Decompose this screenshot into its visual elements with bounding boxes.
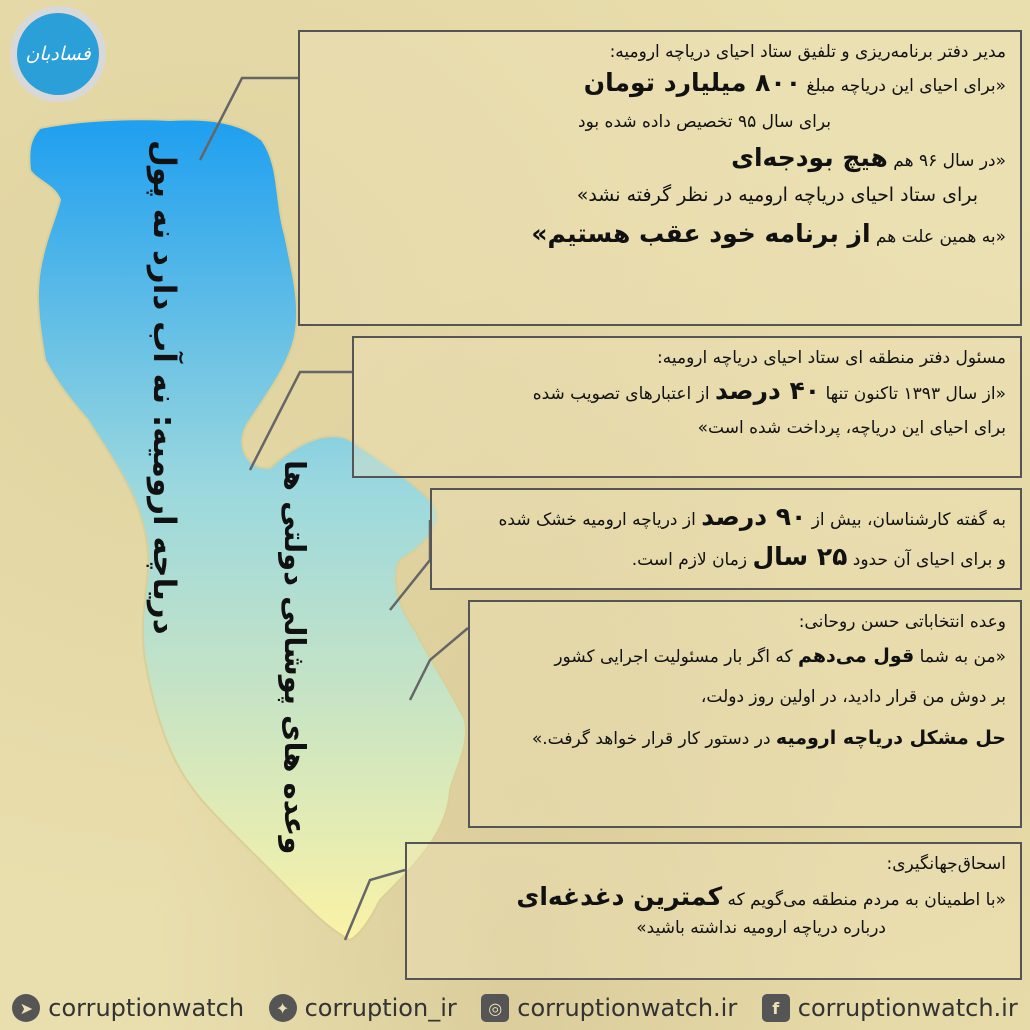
quote-line: و برای احیای آن حدود ۲۵ سال زمان لازم است.	[631, 541, 1006, 571]
speaker-label: مدیر دفتر برنامه‌ریزی و تلفیق ستاد احیای دریاچه ارومیه:	[609, 42, 1006, 62]
logo-mark: فسادبان	[17, 13, 99, 95]
highlight: ۸۰۰ میلیارد تومان	[583, 68, 801, 97]
quote-line: «به همین علت هم از برنامه خود عقب هستیم»	[531, 219, 1006, 248]
speaker-label: وعده انتخاباتی حسن روحانی:	[798, 612, 1006, 632]
highlight: قول می‌دهم	[797, 645, 915, 667]
quote-box-jahangiri	[405, 842, 1022, 980]
footer-label: corruptionwatch.ir	[517, 994, 738, 1022]
telegram-icon: ➤	[12, 994, 40, 1022]
highlight: از برنامه خود عقب هستیم»	[531, 219, 871, 248]
quote-box-rouhani	[468, 600, 1022, 828]
highlight: هیچ بودجه‌ای	[731, 143, 888, 172]
instagram-icon: ◎	[481, 994, 509, 1022]
quote-line: بر دوش من قرار دادید، در اولین روز دولت،	[700, 686, 1006, 707]
quote-line: «از سال ۱۳۹۳ تاکنون تنها ۴۰ درصد از اعتبارهای تصویب شده	[532, 376, 1006, 405]
highlight: حل مشکل دریاچه ارومیه	[775, 727, 1006, 749]
footer-label: corruptionwatch	[48, 994, 245, 1022]
quote-line: «من به شما قول می‌دهم که اگر بار مسئولیت اجرایی کشور	[554, 645, 1006, 667]
quote-line: برای ستاد احیای دریاچه ارومیه در نظر گرفته نشد»	[576, 183, 978, 206]
highlight: کمترین دغدغه‌ای	[516, 882, 723, 911]
map-title-sub: وعده های پوشالی دولتی ها	[278, 460, 312, 855]
speaker-label: اسحاق‌جهانگیری:	[886, 854, 1006, 874]
twitter-icon: ✦	[269, 994, 297, 1022]
quote-line: به گفته کارشناسان، بیش از ۹۰ درصد از دریاچه ارومیه خشک شده	[498, 502, 1006, 531]
quote-line: حل مشکل دریاچه ارومیه در دستور کار قرار خواهد گرفت.»	[531, 727, 1006, 749]
quote-box-regional-office	[352, 336, 1022, 478]
quote-line: درباره دریاچه ارومیه نداشته باشید»	[636, 917, 886, 938]
quote-line: «با اطمینان به مردم منطقه می‌گویم که کمترین دغدغه‌ای	[516, 882, 1006, 911]
footer-social-bar	[0, 986, 1030, 1030]
footer-facebook[interactable]	[762, 994, 1018, 1022]
map-title-main: دریاچه ارومیه: نه آب دارد نه پول	[146, 140, 182, 635]
highlight: ۹۰ درصد	[701, 502, 807, 531]
quote-line: «برای احیای این دریاچه مبلغ ۸۰۰ میلیارد تومان	[583, 68, 1006, 97]
quote-box-budget-office	[298, 30, 1022, 326]
speaker-label: مسئول دفتر منطقه ای ستاد احیای دریاچه ارومیه:	[657, 348, 1006, 368]
highlight: ۲۵ سال	[752, 541, 848, 571]
fasadban-logo	[10, 6, 106, 102]
footer-label: corruption_ir	[304, 994, 457, 1022]
highlight: ۴۰ درصد	[714, 376, 821, 405]
footer-instagram[interactable]	[481, 994, 737, 1022]
footer-twitter[interactable]	[269, 994, 457, 1022]
quote-box-experts	[430, 488, 1022, 590]
footer-label: corruptionwatch.ir	[797, 994, 1018, 1022]
facebook-icon: f	[762, 994, 790, 1022]
quote-line: برای سال ۹۵ تخصیص داده شده بود	[578, 111, 831, 132]
quote-line: «در سال ۹۶ هم هیچ بودجه‌ای	[731, 143, 1006, 172]
quote-line: برای احیای این دریاچه، پرداخت شده است»	[697, 417, 1006, 438]
footer-telegram[interactable]	[12, 994, 244, 1022]
